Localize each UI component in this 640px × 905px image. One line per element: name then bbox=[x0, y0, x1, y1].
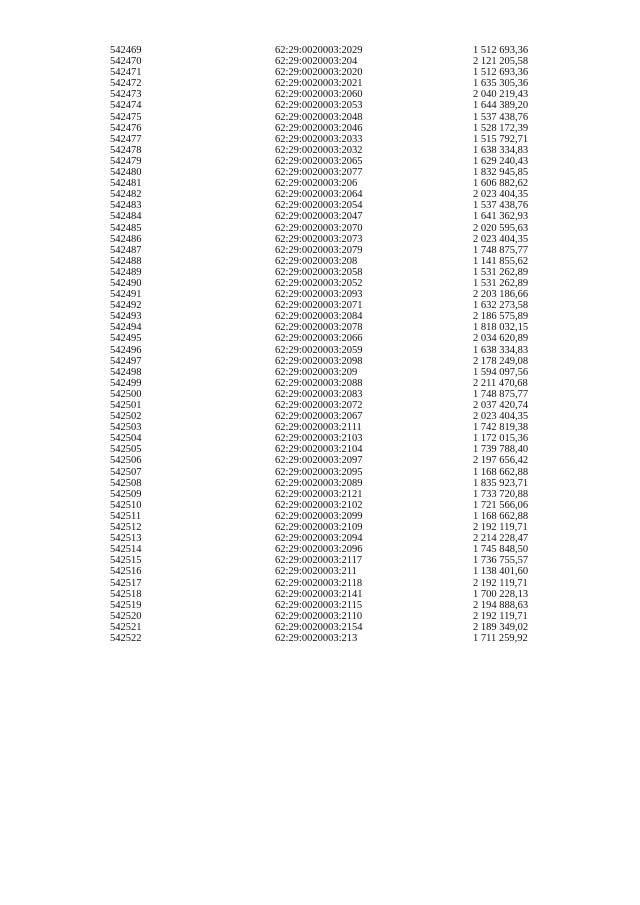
row-number: 542522 bbox=[110, 632, 142, 644]
row-number: 542521 bbox=[110, 621, 142, 633]
cadastral-number: 62:29:0020003:2141 bbox=[275, 588, 363, 600]
cadastral-number: 62:29:0020003:2047 bbox=[275, 211, 363, 223]
row-number: 542494 bbox=[110, 322, 142, 334]
row-number: 542488 bbox=[110, 255, 142, 267]
cadastral-value: 1 736 755,57 bbox=[473, 555, 529, 567]
table-row bbox=[110, 89, 550, 100]
cadastral-number: 62:29:0020003:209 bbox=[275, 366, 358, 378]
cadastral-value: 1 832 945,85 bbox=[473, 167, 529, 179]
row-number: 542505 bbox=[110, 444, 142, 456]
cadastral-number: 62:29:0020003:2115 bbox=[275, 599, 363, 611]
cadastral-value: 1 745 848,50 bbox=[473, 544, 529, 556]
table-row bbox=[110, 455, 550, 466]
cadastral-number: 62:29:0020003:2033 bbox=[275, 133, 363, 145]
cadastral-value: 2 203 186,66 bbox=[473, 289, 529, 301]
cadastral-number: 62:29:0020003:2072 bbox=[275, 400, 363, 411]
row-number: 542486 bbox=[110, 233, 142, 245]
cadastral-value: 2 192 119,71 bbox=[473, 610, 528, 622]
table-row bbox=[110, 200, 550, 211]
table-row bbox=[110, 134, 550, 145]
row-number: 542480 bbox=[110, 167, 142, 179]
cadastral-value: 2 186 575,89 bbox=[473, 311, 529, 323]
cadastral-number: 62:29:0020003:2060 bbox=[275, 89, 363, 101]
cadastral-value: 1 606 882,62 bbox=[473, 178, 529, 190]
row-number: 542481 bbox=[110, 178, 142, 190]
cadastral-number: 62:29:0020003:2058 bbox=[275, 266, 363, 278]
cadastral-number: 62:29:0020003:2088 bbox=[275, 377, 363, 389]
row-number: 542518 bbox=[110, 588, 142, 600]
cadastral-value: 2 214 228,47 bbox=[473, 533, 529, 545]
table-row bbox=[110, 189, 550, 200]
cadastral-number: 62:29:0020003:204 bbox=[275, 56, 358, 68]
table-row bbox=[110, 389, 550, 400]
cadastral-number: 62:29:0020003:2111 bbox=[275, 422, 362, 434]
row-number: 542484 bbox=[110, 211, 142, 223]
table-row bbox=[110, 400, 550, 411]
cadastral-number: 62:29:0020003:2052 bbox=[275, 277, 363, 289]
cadastral-value: 1 141 855,62 bbox=[473, 255, 529, 267]
cadastral-value: 1 635 305,36 bbox=[473, 78, 529, 90]
row-number: 542508 bbox=[110, 477, 142, 489]
cadastral-number: 62:29:0020003:2065 bbox=[275, 155, 363, 167]
row-number: 542485 bbox=[110, 222, 142, 234]
row-number: 542516 bbox=[110, 566, 142, 578]
cadastral-value: 2 192 119,71 bbox=[473, 522, 528, 534]
row-number: 542489 bbox=[110, 266, 142, 278]
table-row bbox=[110, 578, 550, 589]
row-number: 542499 bbox=[110, 377, 142, 389]
cadastral-number: 62:29:0020003:2095 bbox=[275, 466, 363, 478]
table-row bbox=[110, 289, 550, 300]
cadastral-value: 1 629 240,43 bbox=[473, 155, 529, 167]
table-row bbox=[110, 156, 550, 167]
row-number: 542517 bbox=[110, 577, 142, 589]
table-row bbox=[110, 622, 550, 633]
row-number: 542495 bbox=[110, 333, 142, 345]
cadastral-number: 62:29:0020003:2093 bbox=[275, 289, 363, 301]
row-number: 542515 bbox=[110, 555, 142, 567]
table-row bbox=[110, 611, 550, 622]
row-number: 542506 bbox=[110, 455, 142, 467]
cadastral-value: 1 818 032,15 bbox=[473, 322, 529, 334]
row-number: 542479 bbox=[110, 155, 142, 167]
cadastral-number: 62:29:0020003:2021 bbox=[275, 78, 363, 90]
cadastral-value: 1 644 389,20 bbox=[473, 100, 529, 112]
cadastral-value: 1 168 662,88 bbox=[473, 510, 529, 522]
cadastral-value: 2 040 219,43 bbox=[473, 89, 529, 101]
cadastral-number: 62:29:0020003:2064 bbox=[275, 189, 363, 201]
row-number: 542497 bbox=[110, 355, 142, 367]
cadastral-number: 62:29:0020003:2059 bbox=[275, 344, 363, 356]
row-number: 542476 bbox=[110, 122, 142, 134]
table-row bbox=[110, 433, 550, 444]
table-row bbox=[110, 123, 550, 134]
cadastral-number: 62:29:0020003:2046 bbox=[275, 122, 363, 134]
table-row bbox=[110, 311, 550, 322]
row-number: 542510 bbox=[110, 499, 142, 511]
cadastral-value: 2 037 420,74 bbox=[473, 400, 529, 411]
row-number: 542507 bbox=[110, 466, 142, 478]
cadastral-value: 1 739 788,40 bbox=[473, 444, 529, 456]
cadastral-value: 2 034 620,89 bbox=[473, 333, 529, 345]
cadastral-value: 1 531 262,89 bbox=[473, 266, 529, 278]
cadastral-number: 62:29:0020003:2048 bbox=[275, 111, 363, 123]
table-row bbox=[110, 511, 550, 522]
row-number: 542496 bbox=[110, 344, 142, 356]
cadastral-number: 62:29:0020003:2096 bbox=[275, 544, 363, 556]
cadastral-value: 1 512 693,36 bbox=[473, 45, 529, 56]
cadastral-number: 62:29:0020003:2070 bbox=[275, 222, 363, 234]
row-number: 542475 bbox=[110, 111, 142, 123]
cadastral-value: 2 197 656,42 bbox=[473, 455, 529, 467]
cadastral-number: 62:29:0020003:2079 bbox=[275, 244, 363, 256]
cadastral-value: 1 711 259,92 bbox=[473, 632, 528, 644]
table-row bbox=[110, 300, 550, 311]
table-row bbox=[110, 378, 550, 389]
cadastral-number: 62:29:0020003:2094 bbox=[275, 533, 363, 545]
table-row bbox=[110, 256, 550, 267]
table-row bbox=[110, 78, 550, 89]
cadastral-value: 1 721 566,06 bbox=[473, 499, 529, 511]
cadastral-value: 1 531 262,89 bbox=[473, 277, 529, 289]
table-row bbox=[110, 211, 550, 222]
cadastral-number: 62:29:0020003:2032 bbox=[275, 144, 363, 156]
row-number: 542469 bbox=[110, 45, 142, 56]
row-number: 542471 bbox=[110, 67, 142, 79]
row-number: 542498 bbox=[110, 366, 142, 378]
cadastral-value: 2 211 470,68 bbox=[473, 377, 528, 389]
row-number: 542504 bbox=[110, 433, 142, 445]
cadastral-number: 62:29:0020003:2029 bbox=[275, 45, 363, 56]
table-row bbox=[110, 600, 550, 611]
cadastral-number: 62:29:0020003:2073 bbox=[275, 233, 363, 245]
cadastral-value: 2 121 205,58 bbox=[473, 56, 529, 68]
row-number: 542502 bbox=[110, 411, 142, 423]
row-number: 542478 bbox=[110, 144, 142, 156]
row-number: 542477 bbox=[110, 133, 142, 145]
cadastral-number: 62:29:0020003:2098 bbox=[275, 355, 363, 367]
cadastral-value: 1 748 875,77 bbox=[473, 244, 529, 256]
table-row bbox=[110, 356, 550, 367]
cadastral-value: 2 020 595,63 bbox=[473, 222, 529, 234]
cadastral-number: 62:29:0020003:2077 bbox=[275, 167, 363, 179]
cadastral-number: 62:29:0020003:2121 bbox=[275, 488, 363, 500]
cadastral-value: 1 641 362,93 bbox=[473, 211, 529, 223]
table-row bbox=[110, 45, 550, 56]
table-row bbox=[110, 345, 550, 356]
table-row bbox=[110, 478, 550, 489]
table-row bbox=[110, 167, 550, 178]
cadastral-value-table bbox=[110, 45, 550, 644]
table-row bbox=[110, 223, 550, 234]
cadastral-value: 1 638 334,83 bbox=[473, 144, 529, 156]
cadastral-number: 62:29:0020003:2053 bbox=[275, 100, 363, 112]
table-row bbox=[110, 234, 550, 245]
cadastral-value: 2 178 249,08 bbox=[473, 355, 529, 367]
table-row bbox=[110, 467, 550, 478]
cadastral-value: 1 733 720,88 bbox=[473, 488, 529, 500]
cadastral-number: 62:29:0020003:2099 bbox=[275, 510, 363, 522]
cadastral-value: 1 515 792,71 bbox=[473, 133, 529, 145]
cadastral-number: 62:29:0020003:2054 bbox=[275, 200, 363, 212]
row-number: 542513 bbox=[110, 533, 142, 545]
cadastral-number: 62:29:0020003:211 bbox=[275, 566, 357, 578]
cadastral-value: 1 528 172,39 bbox=[473, 122, 529, 134]
cadastral-number: 62:29:0020003:2020 bbox=[275, 67, 363, 79]
row-number: 542482 bbox=[110, 189, 142, 201]
table-row bbox=[110, 333, 550, 344]
table-row bbox=[110, 533, 550, 544]
cadastral-number: 62:29:0020003:2089 bbox=[275, 477, 363, 489]
table-row bbox=[110, 145, 550, 156]
row-number: 542473 bbox=[110, 89, 142, 101]
cadastral-number: 62:29:0020003:206 bbox=[275, 178, 358, 190]
row-number: 542492 bbox=[110, 300, 142, 312]
row-number: 542490 bbox=[110, 277, 142, 289]
cadastral-number: 62:29:0020003:2118 bbox=[275, 577, 363, 589]
cadastral-value: 1 168 662,88 bbox=[473, 466, 529, 478]
row-number: 542483 bbox=[110, 200, 142, 212]
row-number: 542470 bbox=[110, 56, 142, 68]
table-row bbox=[110, 555, 550, 566]
cadastral-number: 62:29:0020003:2067 bbox=[275, 411, 363, 423]
table-row bbox=[110, 178, 550, 189]
row-number: 542514 bbox=[110, 544, 142, 556]
cadastral-value: 1 594 097,56 bbox=[473, 366, 529, 378]
cadastral-number: 62:29:0020003:2154 bbox=[275, 621, 363, 633]
row-number: 542491 bbox=[110, 289, 142, 301]
table-row bbox=[110, 489, 550, 500]
cadastral-value: 1 512 693,36 bbox=[473, 67, 529, 79]
table-row bbox=[110, 100, 550, 111]
cadastral-number: 62:29:0020003:2097 bbox=[275, 455, 363, 467]
table-row bbox=[110, 589, 550, 600]
row-number: 542472 bbox=[110, 78, 142, 90]
cadastral-number: 62:29:0020003:2109 bbox=[275, 522, 363, 534]
row-number: 542509 bbox=[110, 488, 142, 500]
cadastral-number: 62:29:0020003:2071 bbox=[275, 300, 363, 312]
cadastral-value: 1 835 923,71 bbox=[473, 477, 529, 489]
row-number: 542519 bbox=[110, 599, 142, 611]
table-row bbox=[110, 544, 550, 555]
table-row bbox=[110, 522, 550, 533]
table-row bbox=[110, 56, 550, 67]
cadastral-value: 2 023 404,35 bbox=[473, 233, 529, 245]
cadastral-value: 1 632 273,58 bbox=[473, 300, 529, 312]
cadastral-value: 2 023 404,35 bbox=[473, 189, 529, 201]
table-row bbox=[110, 566, 550, 577]
cadastral-value: 1 638 334,83 bbox=[473, 344, 529, 356]
cadastral-value: 2 192 119,71 bbox=[473, 577, 528, 589]
row-number: 542512 bbox=[110, 522, 142, 534]
cadastral-value: 2 189 349,02 bbox=[473, 621, 529, 633]
row-number: 542474 bbox=[110, 100, 142, 112]
table-row bbox=[110, 444, 550, 455]
cadastral-number: 62:29:0020003:213 bbox=[275, 632, 358, 644]
cadastral-number: 62:29:0020003:2104 bbox=[275, 444, 363, 456]
row-number: 542520 bbox=[110, 610, 142, 622]
table-row bbox=[110, 422, 550, 433]
cadastral-number: 62:29:0020003:2117 bbox=[275, 555, 363, 567]
table-row bbox=[110, 322, 550, 333]
cadastral-value: 1 700 228,13 bbox=[473, 588, 529, 600]
cadastral-value: 1 537 438,76 bbox=[473, 200, 529, 212]
row-number: 542503 bbox=[110, 422, 142, 434]
row-number: 542493 bbox=[110, 311, 142, 323]
table-row bbox=[110, 411, 550, 422]
cadastral-number: 62:29:0020003:2066 bbox=[275, 333, 363, 345]
table-row bbox=[110, 245, 550, 256]
cadastral-value: 1 172 015,36 bbox=[473, 433, 529, 445]
row-number: 542501 bbox=[110, 400, 142, 411]
cadastral-value: 2 194 888,63 bbox=[473, 599, 529, 611]
cadastral-number: 62:29:0020003:2084 bbox=[275, 311, 363, 323]
cadastral-value: 1 537 438,76 bbox=[473, 111, 529, 123]
table-row bbox=[110, 633, 550, 644]
cadastral-number: 62:29:0020003:2083 bbox=[275, 388, 363, 400]
cadastral-value: 1 742 819,38 bbox=[473, 422, 529, 434]
table-row bbox=[110, 278, 550, 289]
cadastral-value: 1 748 875,77 bbox=[473, 388, 529, 400]
table-row bbox=[110, 367, 550, 378]
row-number: 542487 bbox=[110, 244, 142, 256]
table-row bbox=[110, 500, 550, 511]
cadastral-number: 62:29:0020003:2103 bbox=[275, 433, 363, 445]
cadastral-number: 62:29:0020003:2078 bbox=[275, 322, 363, 334]
row-number: 542511 bbox=[110, 510, 142, 522]
cadastral-number: 62:29:0020003:2110 bbox=[275, 610, 363, 622]
row-number: 542500 bbox=[110, 388, 142, 400]
cadastral-number: 62:29:0020003:2102 bbox=[275, 499, 363, 511]
table-row bbox=[110, 67, 550, 78]
table-row bbox=[110, 267, 550, 278]
cadastral-number: 62:29:0020003:208 bbox=[275, 255, 358, 267]
cadastral-value: 2 023 404,35 bbox=[473, 411, 529, 423]
table-row bbox=[110, 112, 550, 123]
cadastral-value: 1 138 401,60 bbox=[473, 566, 529, 578]
